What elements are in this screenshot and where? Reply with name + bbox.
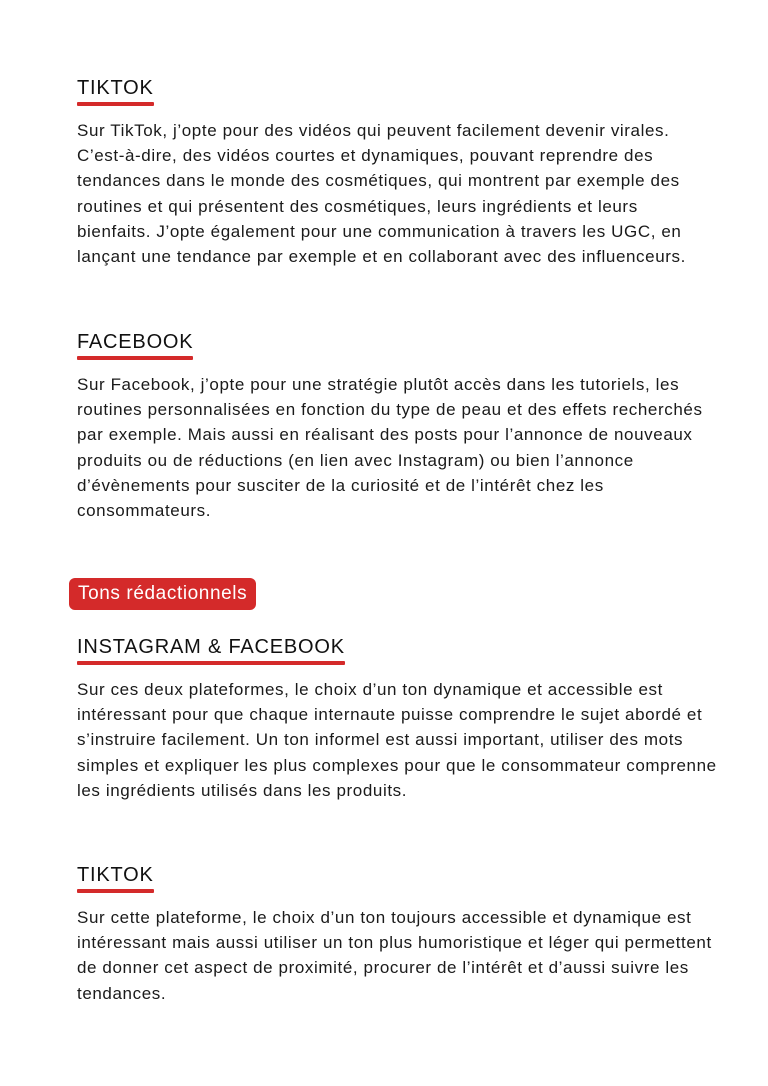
section-tiktok-strategy (77, 76, 717, 269)
heading-wrapper (77, 330, 193, 360)
section-tiktok-tone (77, 863, 717, 1006)
tones-label-badge: Tons rédactionnels (69, 578, 256, 610)
section-facebook-strategy (77, 330, 717, 523)
section-paragraph: Sur ces deux plateformes, le choix d’un ton dynamique et accessible est intéressant pour que chaque internaute puisse comprendre le sujet abordé et s’instruire facilement. Un ton informel est aussi important, utiliser des mots simples et expliquer les plus complexes pour que le consommateur comprenne les ingrédients utilisés dans les produits. (77, 680, 717, 800)
heading-wrapper (77, 76, 154, 106)
heading-wrapper (77, 635, 345, 665)
section-heading: FACEBOOK (77, 331, 194, 353)
section-instagram-facebook-tone (77, 635, 717, 803)
heading-wrapper (77, 863, 154, 893)
heading-underline (77, 356, 193, 360)
section-paragraph: Sur Facebook, j’opte pour une stratégie plutôt accès dans les tutoriels, les routines personnalisées en fonction du type de peau et des effets recherchés par exemple. Mais aussi en réalisant des posts pour l’annonce de nouveaux produits ou de réductions (en lien avec Instagram) ou bien l’annonce d’évènements pour susciter de la curiosité et de l’intérêt chez les consommateurs. (77, 375, 703, 521)
section-heading: TIKTOK (77, 864, 154, 886)
heading-underline (77, 889, 154, 893)
heading-underline (77, 661, 345, 665)
heading-underline (77, 102, 154, 106)
section-paragraph: Sur cette plateforme, le choix d’un ton toujours accessible et dynamique est intéressant mais aussi utiliser un ton plus humoristique et léger qui permettent de donner cet aspect de proximité, procurer de l’intérêt et d’aussi suivre les tendances. (77, 908, 712, 1003)
section-paragraph: Sur TikTok, j’opte pour des vidéos qui peuvent facilement devenir virales. C’est-à-dire, des vidéos courtes et dynamiques, pouvant reprendre des tendances dans le monde des cosmétiques, qui montrent par exemple des routines et qui présentent des cosmétiques, leurs ingrédients et leurs bienfaits. J’opte également pour une communication à travers les UGC, en lançant une tendance par exemple et en collaborant avec des influenceurs. (77, 121, 686, 267)
section-heading: TIKTOK (77, 77, 154, 99)
section-heading: INSTAGRAM & FACEBOOK (77, 636, 345, 658)
